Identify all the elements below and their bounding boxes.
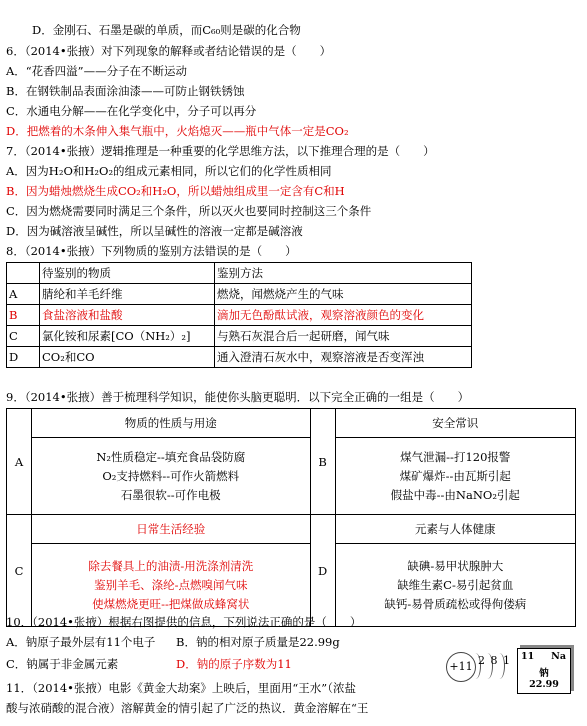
element-symbol: Na bbox=[551, 651, 566, 662]
q9-a-line: O₂支持燃料--可作火箭燃料 bbox=[102, 468, 240, 483]
q8-row-items: CO₂和CO bbox=[40, 347, 215, 368]
q6-option-a: A．“花香四溢”——分子在不断运动 bbox=[6, 64, 188, 78]
element-name: 钠 bbox=[539, 668, 549, 679]
q8-row-method: 通入澄清石灰水中，观察溶液是否变浑浊 bbox=[215, 347, 472, 368]
q7-option-c: C．因为燃烧需要同时满足三个条件，所以灭火也要同时控制这三个条件 bbox=[6, 204, 372, 218]
q6-option-c: C．水通电分解——在化学变化中，分子可以再分 bbox=[6, 104, 257, 118]
q8-header-items: 待鉴别的物质 bbox=[40, 263, 215, 284]
q9-d-line: 缺维生素C-易引起贫血 bbox=[397, 577, 514, 592]
q8-stem: 8．（2014•张掖）下列物质的鉴别方法错误的是（ ） bbox=[6, 244, 297, 258]
q8-row-label: D bbox=[7, 347, 40, 368]
q9-b-line: 煤气泄漏--打120报警 bbox=[400, 449, 511, 464]
q7-stem: 7．（2014•张掖）逻辑推理是一种重要的化学思维方法，以下推理合理的是（ ） bbox=[6, 144, 435, 158]
q9-d-line: 缺碘-易甲状腺肿大 bbox=[407, 558, 504, 573]
q10-option-c: C．钠属于非金属元素 bbox=[6, 657, 119, 671]
q8-header-method: 鉴别方法 bbox=[215, 263, 472, 284]
q9-a-line: 石墨很软--可作电极 bbox=[120, 487, 221, 502]
q11-line-1: 11．（2014•张掖）电影《黄金大劫案》上映后，里面用“王水”（浓盐 bbox=[6, 681, 356, 695]
q9-b-body bbox=[335, 438, 575, 515]
q10-option-d: D．钠的原子序数为11 bbox=[176, 657, 292, 671]
q8-table bbox=[6, 262, 472, 368]
q8-row-items: 食盐溶液和盐酸 bbox=[40, 305, 215, 326]
q6-option-b: B．在钢铁制品表面涂油漆——可防止钢铁锈蚀 bbox=[6, 84, 245, 98]
q7-option-a: A．因为H₂O和H₂O₂的组成元素相同，所以它们的化学性质相同 bbox=[6, 164, 332, 178]
q9-stem: 9．（2014•张掖）善于梳理科学知识，能使你头脑更聪明．以下完全正确的一组是（ ） bbox=[6, 390, 470, 404]
q9-c-line: 使煤燃烧更旺--把煤做成蜂窝状 bbox=[92, 596, 250, 611]
q8-header-label bbox=[7, 263, 40, 284]
q9-c-head: 日常生活经验 bbox=[32, 515, 311, 544]
q8-row-method: 滴加无色酚酞试液，观察溶液颜色的变化 bbox=[215, 305, 472, 326]
q9-b-line: 假盐中毒--由NaNO₂引起 bbox=[390, 487, 520, 502]
q8-header-row bbox=[7, 263, 472, 284]
q9-d-line: 缺钙-易骨质疏松或得佝偻病 bbox=[384, 596, 527, 611]
q8-row-items: 氯化铵和尿素[CO（NH₂）₂] bbox=[40, 326, 215, 347]
q9-label-c: C bbox=[7, 515, 32, 627]
q8-row-label: B bbox=[7, 305, 40, 326]
q8-row-label: C bbox=[7, 326, 40, 347]
q9-table bbox=[6, 408, 576, 627]
q10-stem: 10．（2014•张掖）根据右图提供的信息，下列说法正确的是（ ） bbox=[6, 615, 362, 629]
q5-option-d: D．金刚石、石墨是碳的单质，而C₆₀则是碳的化合物 bbox=[32, 23, 301, 37]
element-number: 11 bbox=[521, 651, 535, 662]
q10-option-a: A．钠原子最外层有11个电子 bbox=[6, 635, 156, 649]
q6-stem: 6．（2014•张掖）对下列现象的解释或者结论错误的是（ ） bbox=[6, 44, 332, 58]
q10-option-b: B．钠的相对原子质量是22.99g bbox=[176, 635, 340, 649]
table-row bbox=[7, 326, 472, 347]
q9-c-line: 除去餐具上的油渍-用洗涤剂清洗 bbox=[88, 558, 254, 573]
q9-a-head: 物质的性质与用途 bbox=[32, 409, 311, 438]
q11-line-2: 酸与浓硝酸的混合液）溶解黄金的情引起了广泛的热议．黄金溶解在“王 bbox=[6, 701, 369, 715]
atom-nucleus: +11 bbox=[446, 652, 476, 682]
table-row bbox=[7, 284, 472, 305]
q7-option-d: D．因为碱溶液呈碱性，所以呈碱性的溶液一定都是碱溶液 bbox=[6, 224, 303, 238]
q7-option-b: B．因为蜡烛燃烧生成CO₂和H₂O，所以蜡烛组成里一定含有C和H bbox=[6, 184, 345, 198]
q9-label-d: D bbox=[310, 515, 335, 627]
q6-option-d: D．把燃着的木条伸入集气瓶中，火焰熄灭——瓶中气体一定是CO₂ bbox=[6, 124, 349, 138]
q8-row-method: 与熟石灰混合后一起研磨，闻气味 bbox=[215, 326, 472, 347]
q9-d-body bbox=[335, 544, 575, 627]
q9-a-body bbox=[32, 438, 311, 515]
q8-row-label: A bbox=[7, 284, 40, 305]
element-card bbox=[517, 648, 571, 694]
table-row bbox=[7, 305, 472, 326]
table-row bbox=[7, 347, 472, 368]
q9-label-b: B bbox=[310, 409, 335, 515]
q9-a-line: N₂性质稳定--填充食品袋防腐 bbox=[96, 449, 246, 464]
q9-c-line: 鉴别羊毛、涤纶-点燃嗅闻气味 bbox=[94, 577, 248, 592]
element-mass: 22.99 bbox=[529, 679, 559, 690]
q8-row-items: 腈纶和羊毛纤维 bbox=[40, 284, 215, 305]
q9-label-a: A bbox=[7, 409, 32, 515]
electron-shells: 2 8 1 bbox=[478, 654, 511, 667]
q8-row-method: 燃烧，闻燃烧产生的气味 bbox=[215, 284, 472, 305]
q9-b-head: 安全常识 bbox=[335, 409, 575, 438]
q9-b-line: 煤矿爆炸--由瓦斯引起 bbox=[399, 468, 511, 483]
q9-d-head: 元素与人体健康 bbox=[335, 515, 575, 544]
